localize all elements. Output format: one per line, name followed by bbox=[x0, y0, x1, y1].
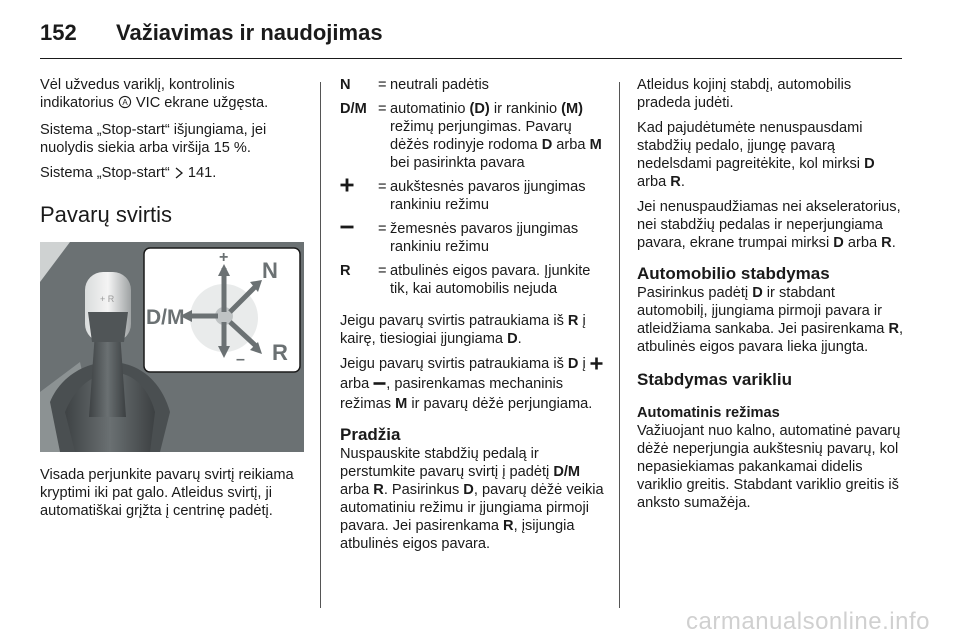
section-title: Pavarų svirtis bbox=[40, 202, 173, 227]
paragraph-slope: Sistema „Stop-start“ išjungiama, jei nuolydis siekia arba viršija 15 %. bbox=[40, 122, 267, 156]
svg-text:+ R: + R bbox=[100, 294, 115, 304]
auto-stop-icon bbox=[118, 95, 132, 114]
gear-lever-illustration bbox=[40, 242, 304, 452]
paragraph-manual-mode: Jeigu pavarų svirtis patraukiama iš D į arba , pasirenkamas mechaninis režimas M ir pavarų dėžė perjungiama. bbox=[340, 355, 608, 413]
plus-icon bbox=[590, 357, 603, 375]
paragraph-vic: Vėl užvedus variklį, kontrolinis indikatorius A VIC ekrane užgęsta. bbox=[40, 76, 306, 114]
subsection-title-engine-braking: Stabdymas varikliu bbox=[637, 370, 792, 389]
def-description: žemesnės pavaros įjungimas rankiniu režimu bbox=[390, 221, 579, 255]
paragraph-display-flash: Jei nenuspaudžiamas nei akseleratorius, nei stabdžių pedalas ir neperjungiama pavara, ekrane trumpai mirksi D arba R. bbox=[637, 199, 901, 251]
def-equals: = bbox=[378, 263, 387, 279]
def-key: D/M bbox=[340, 101, 367, 117]
column-1 bbox=[40, 76, 306, 527]
definition-list bbox=[340, 76, 608, 298]
gear-lever-figure bbox=[40, 242, 304, 452]
watermark: carmanualsonline.info bbox=[686, 608, 930, 635]
minor-title-automatic: Automatinis režimas bbox=[637, 405, 780, 421]
column-divider-2 bbox=[619, 82, 620, 608]
page-title: Važiavimas ir naudojimas bbox=[116, 20, 383, 45]
figure-label-n: N bbox=[262, 258, 278, 283]
svg-text:A: A bbox=[122, 98, 128, 107]
def-equals: = bbox=[378, 77, 387, 93]
header-rule bbox=[40, 58, 902, 59]
subsection-title-start: Pradžia bbox=[340, 425, 401, 444]
paragraph-accelerate: Kad pajudėtumėte nenuspausdami stabdžių pedalo, įjungę pavarą nedelsdami pagreitėkite, kol mirksi D arba R. bbox=[637, 120, 875, 190]
def-description: atbulinės eigos pavara. Įjunkite tik, kai automobilis nejuda bbox=[390, 263, 591, 297]
minus-icon bbox=[373, 377, 386, 395]
column-2 bbox=[340, 76, 608, 560]
def-description: neutrali padėtis bbox=[390, 77, 489, 93]
def-key-plus-icon bbox=[340, 178, 378, 214]
def-equals: = bbox=[378, 221, 387, 237]
paragraph-engine-braking: Važiuojant nuo kalno, automatinė pavarų dėžė neperjungia aukštesnių pavarų, kol nepasiekiamas pakankamai didelis variklio greitis. Stabdant variklio greitis iš anksto sumažėja. bbox=[637, 423, 901, 511]
def-equals: = bbox=[378, 179, 387, 195]
def-equals: = bbox=[378, 101, 387, 117]
page-header bbox=[40, 14, 920, 58]
figure-label-r: R bbox=[272, 340, 288, 365]
paragraph-r-left: Jeigu pavarų svirtis patraukiama iš R į kairę, tiesiogiai įjungiama D. bbox=[340, 313, 586, 347]
figure-label-minus: – bbox=[236, 351, 245, 368]
figure-label-plus: + bbox=[219, 249, 229, 266]
paragraph-start: Nuspauskite stabdžių pedalą ir perstumkite pavarų svirtį į padėtį D/M arba R. Pasirinkus D, pavarų dėžė veikia automatiniu režimu ir įjungiama pirmoji pavara. Jei pasirenkama R, įsijungia atbulinės eigos pavara. bbox=[340, 446, 604, 552]
paragraph-release-brake: Atleidus kojinį stabdį, automobilis pradeda judėti. bbox=[637, 77, 852, 111]
column-3 bbox=[637, 76, 905, 519]
page-ref-arrow-icon bbox=[174, 166, 184, 184]
subsection-title-stopping: Automobilio stabdymas bbox=[637, 264, 830, 283]
def-key-minus-icon bbox=[340, 220, 378, 256]
paragraph-stopping: Pasirinkus padėtį D ir stabdant automobilį, įjungiama pirmoji pavara ir atleidžiama sankaba. Jei pasirenkama R, atbulinės eigos pavara lieka įjungta. bbox=[637, 285, 904, 355]
column-divider-1 bbox=[320, 82, 321, 608]
figure-label-dm: D/M bbox=[146, 306, 185, 329]
def-key: R bbox=[340, 263, 351, 279]
def-description: aukštesnės pavaros įjungimas rankiniu režimu bbox=[390, 179, 586, 213]
def-description: automatinio (D) ir rankinio (M) režimų perjungimas. Pavarų dėžės rodinyje rodoma D arba M bei pasirinkta pavara bbox=[390, 101, 602, 171]
def-key: N bbox=[340, 77, 351, 93]
page-number: 152 bbox=[40, 20, 77, 45]
paragraph-cross-ref: Sistema „Stop-start“ 141. bbox=[40, 164, 306, 184]
paragraph-lever-instruction: Visada perjunkite pavarų svirtį reikiama kryptimi iki pat galo. Atleidus svirtį, ji automatiškai grįžta į centrinę padėtį. bbox=[40, 467, 294, 519]
